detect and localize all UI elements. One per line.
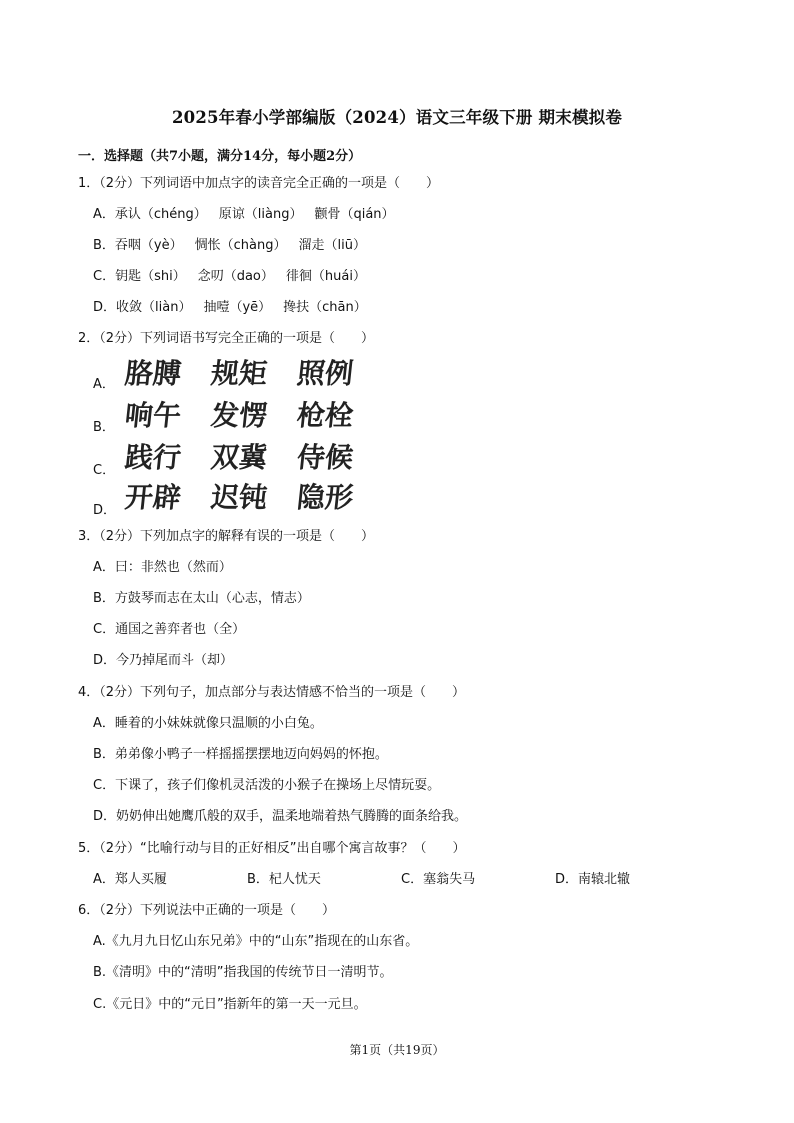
question-4-option-a: A．睡着的小妹妹就像只温顺的小白兔。 [93, 716, 323, 731]
question-3-option-b: B．方鼓琴而志在太山（心志，情志） [93, 591, 310, 606]
question-1-option-a: A．承认（chéng） 原谅（liàng） 颧骨（qián） [93, 207, 395, 222]
question-2-option-b-letter: B． [93, 420, 115, 435]
question-4-option-b: B．弟弟像小鸭子一样摇摇摆摆地迈向妈妈的怀抱。 [93, 747, 388, 762]
question-1-option-d: D．收敛（liàn） 抽噎（yē） 搀扶（chān） [93, 300, 367, 315]
question-5-stem: 5．（2分）“比喻行动与目的正好相反”出自哪个寓言故事？（ ） [78, 841, 466, 856]
question-3-option-d: D．今乃掉尾而斗（却） [93, 653, 234, 668]
handwritten-words-d: 开辟 迟钝 隐形 [123, 481, 355, 514]
question-5-option-c: C．塞翁失马 [401, 872, 476, 887]
question-4-option-d: D．奶奶伸出她鹰爪般的双手，温柔地端着热气腾腾的面条给我。 [93, 809, 468, 824]
question-3-stem: 3．（2分）下列加点字的解释有误的一项是（ ） [78, 529, 375, 544]
question-4-option-c: C．下课了，孩子们像机灵活泼的小猴子在操场上尽情玩耍。 [93, 778, 441, 793]
question-6-option-a: A.《九月九日忆山东兄弟》中的“山东”指现在的山东省。 [93, 934, 419, 949]
handwritten-words-c: 践行 双冀 侍候 [123, 441, 355, 474]
question-3-option-a: A．曰：非然也（然而） [93, 560, 232, 575]
question-1-option-c: C．钥匙（shi） 念叨（dao） 徘徊（huái） [93, 269, 366, 284]
question-5-option-d: D．南辕北辙 [555, 872, 631, 887]
handwritten-words-a: 胳膊 规矩 照例 [123, 357, 355, 390]
question-5-options [93, 871, 697, 889]
question-6-stem: 6．（2分）下列说法中正确的一项是（ ） [78, 903, 336, 918]
page-title: 2025年春小学部编版（2024）语文三年级下册 期末模拟卷 [171, 108, 623, 127]
handwritten-words-b: 响午 发愣 枪栓 [123, 399, 355, 432]
question-2-option-d-letter: D． [93, 503, 117, 518]
question-2-option-a-letter: A． [93, 377, 115, 392]
question-2-option-c-letter: C． [93, 463, 116, 478]
question-2-stem: 2．（2分）下列词语书写完全正确的一项是（ ） [78, 331, 375, 346]
question-4-stem: 4．（2分）下列句子，加点部分与表达情感不恰当的一项是（ ） [78, 685, 466, 700]
page-footer: 第1页（共19页） [349, 1043, 445, 1057]
question-3-option-c: C．通国之善弈者也（全） [93, 622, 246, 637]
question-1-stem: 1．（2分）下列词语中加点字的读音完全正确的一项是（ ） [78, 176, 440, 191]
question-6-option-b: B.《清明》中的“清明”指我国的传统节日一清明节。 [93, 965, 393, 980]
question-6-option-c: C.《元日》中的“元日”指新年的第一天一元旦。 [93, 997, 367, 1012]
question-5-option-b: B．杞人忧天 [247, 872, 321, 887]
question-1-option-b: B．吞咽（yè） 惆怅（chàng） 溜走（liū） [93, 238, 366, 253]
question-5-option-a: A．郑人买履 [93, 872, 167, 887]
section-heading: 一．选择题（共7小题，满分14分，每小题2分） [78, 149, 362, 164]
